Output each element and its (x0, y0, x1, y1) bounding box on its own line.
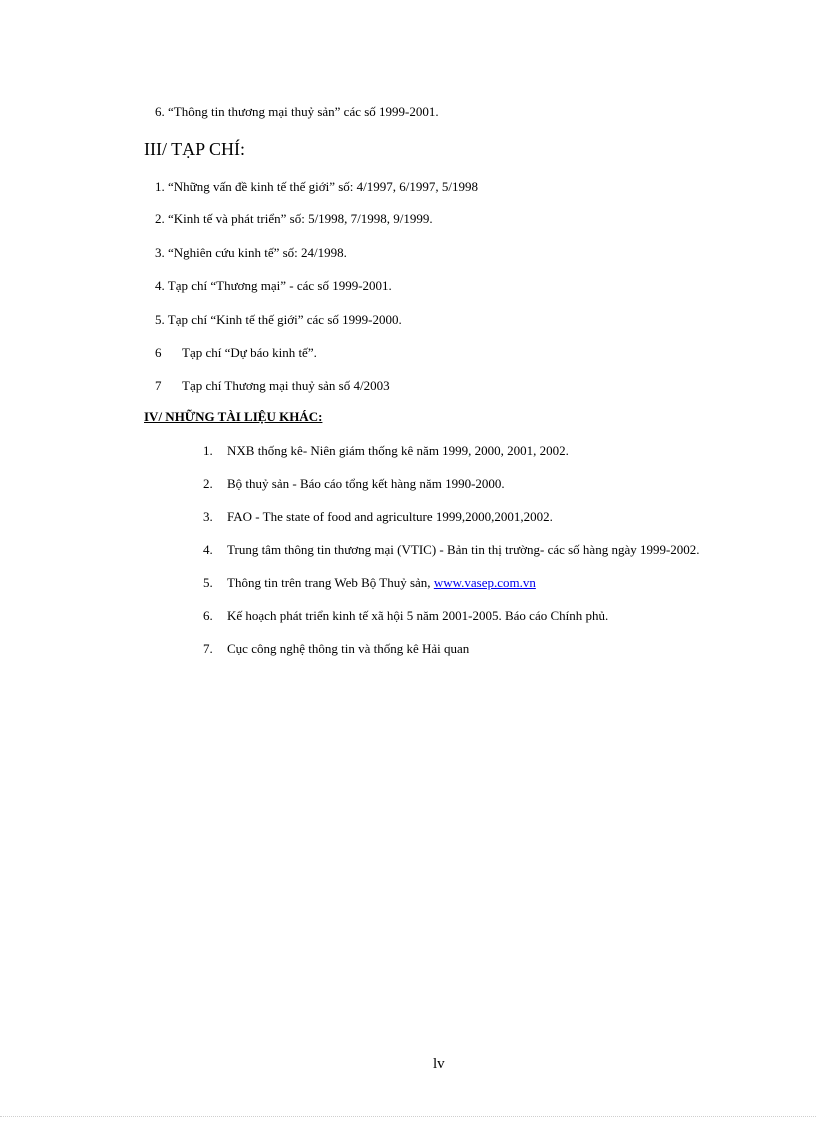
list-item-number: 3. (203, 509, 213, 524)
list-item-number: 7. (203, 641, 213, 656)
list-item-number: 7 (155, 378, 162, 393)
list-item-text: NXB thống kê- Niên giám thống kê năm 1999, 2000, 2001, 2002. (227, 443, 569, 458)
page-bottom-divider (0, 1116, 816, 1117)
journal-item-7 (155, 378, 390, 394)
list-item-number: 1. (155, 179, 165, 194)
document-item-2 (203, 476, 505, 492)
list-item-number: 3. (155, 245, 165, 260)
list-item-text: Thông tin trên trang Web Bộ Thuỷ sản, (227, 575, 434, 590)
list-item-number: 1. (203, 443, 213, 458)
list-item-number: 6. (155, 104, 165, 119)
page-number: lv (433, 1056, 445, 1072)
list-item-number: 5. (203, 575, 213, 590)
document-item-5 (203, 575, 536, 591)
document-item-6 (203, 608, 608, 624)
journal-item-3 (155, 245, 347, 261)
document-item-4 (203, 542, 700, 558)
list-item-number: 6. (203, 608, 213, 623)
journal-item-5 (155, 312, 402, 328)
list-item-text: Kế hoạch phát triển kinh tế xã hội 5 năm 2001-2005. Báo cáo Chính phủ. (227, 608, 609, 623)
list-item-text: Trung tâm thông tin thương mại (VTIC) - Bản tin thị trường- các số hàng ngày 1999-2002. (227, 542, 700, 557)
list-item-text: Tạp chí “Dự báo kinh tế”. (182, 345, 317, 360)
journal-item-4 (155, 278, 392, 294)
list-item-top-6 (155, 104, 439, 120)
website-link[interactable]: www.vasep.com.vn (433, 575, 536, 590)
section-heading-journals: III/ TẠP CHÍ: (144, 139, 245, 159)
list-item-text: “Nghiên cứu kinh tế” số: 24/1998. (168, 245, 347, 260)
list-item-number: 6 (155, 345, 162, 360)
list-item-text: Bộ thuỷ sản - Báo cáo tổng kết hàng năm 1990-2000. (227, 476, 505, 491)
list-item-number: 4. (203, 542, 213, 557)
list-item-text: Tạp chí Thương mại thuỷ sản số 4/2003 (182, 378, 390, 393)
list-item-number: 4. (155, 278, 165, 293)
document-item-3 (203, 509, 553, 525)
list-item-text: Tạp chí “Kinh tế thế giới” các số 1999-2000. (167, 312, 402, 327)
list-item-text: “Thông tin thương mại thuỷ sản” các số 1999-2001. (168, 104, 439, 119)
list-item-number: 2. (203, 476, 213, 491)
document-item-1 (203, 443, 569, 459)
list-item-number: 2. (155, 211, 165, 226)
list-item-number: 5. (155, 312, 165, 327)
list-item-text: FAO - The state of food and agriculture 1999,2000,2001,2002. (227, 509, 553, 524)
list-item-text: Cục công nghệ thông tin và thống kê Hải quan (227, 641, 470, 656)
list-item-text: Tạp chí “Thương mại” - các số 1999-2001. (167, 278, 392, 293)
document-item-7 (203, 641, 469, 657)
section-heading-other-documents: IV/ NHỮNG TÀI LIỆU KHÁC: (144, 409, 323, 424)
list-item-text: “Kinh tế và phát triển” số: 5/1998, 7/1998, 9/1999. (168, 211, 433, 226)
journal-item-2 (155, 211, 433, 227)
journal-item-1 (155, 179, 478, 195)
list-item-text: “Những vấn đề kinh tế thế giới” số: 4/1997, 6/1997, 5/1998 (168, 179, 478, 194)
journal-item-6 (155, 345, 317, 361)
